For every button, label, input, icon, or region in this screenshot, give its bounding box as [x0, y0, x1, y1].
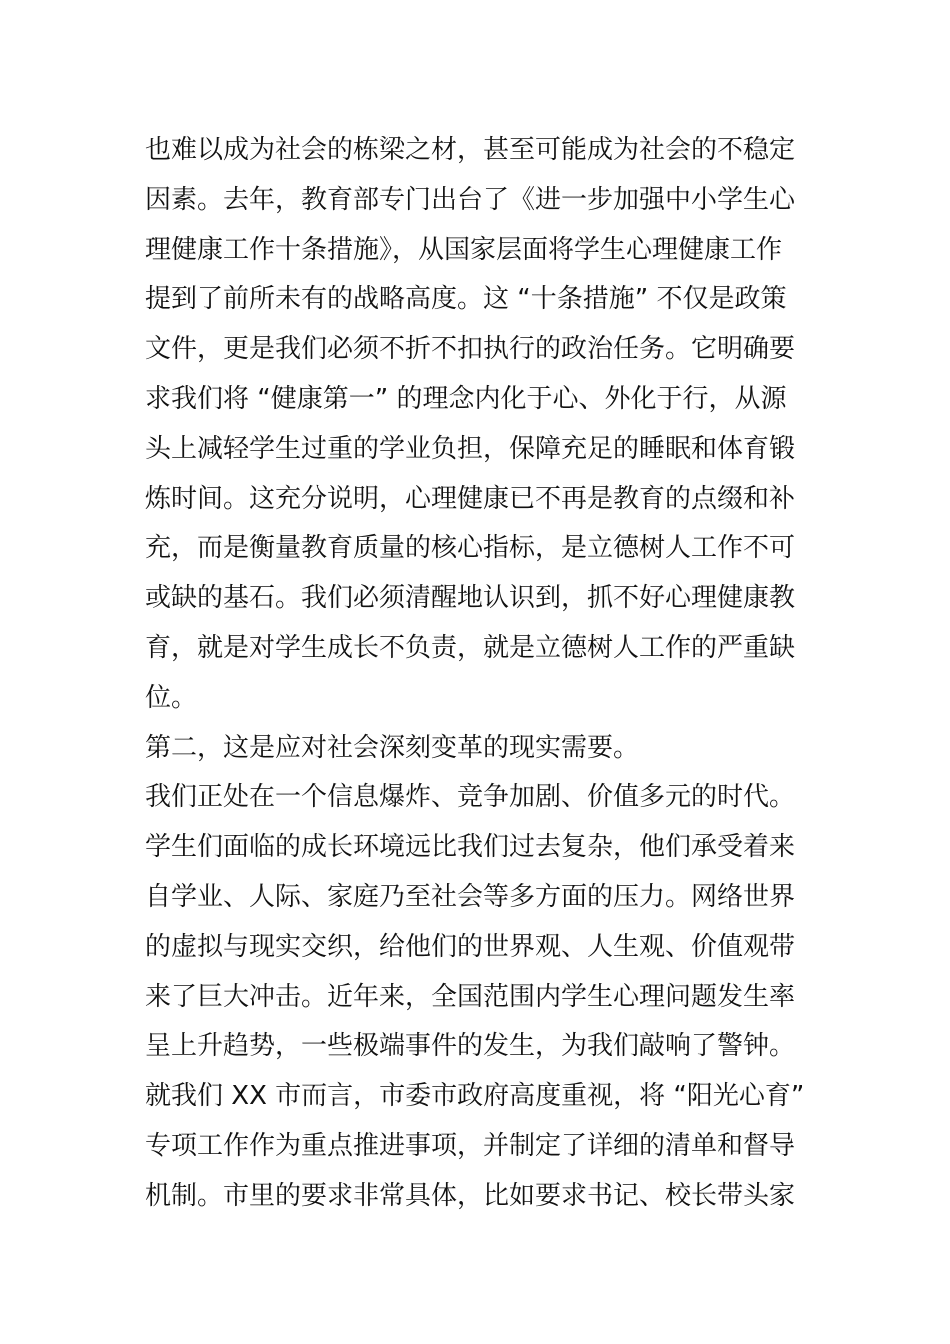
body-text [145, 126, 815, 1222]
text-line: 学生们面临的成长环境远比我们过去复杂，他们承受着来 [145, 832, 796, 863]
text-line: 炼时间。这充分说明，心理健康已不再是教育的点缀和补 [145, 483, 796, 514]
text-line: 求我们将 “健康第一” 的理念内化于心、外化于行，从源 [145, 383, 787, 414]
text-line: 头上减轻学生过重的学业负担，保障充足的睡眠和体育锻 [145, 433, 796, 464]
text-line: 我们正处在一个信息爆炸、竞争加剧、价值多元的时代。 [145, 782, 796, 813]
text-line: 就我们 XX 市而言，市委市政府高度重视，将 “阳光心育” [145, 1081, 805, 1112]
text-line: 的虚拟与现实交织，给他们的世界观、人生观、价值观带 [145, 931, 796, 962]
text-line: 文件，更是我们必须不折不扣执行的政治任务。它明确要 [145, 334, 796, 365]
section-heading: 第二，这是应对社会深刻变革的现实需要。 [145, 732, 640, 763]
text-line: 位。 [145, 682, 198, 713]
text-line: 或缺的基石。我们必须清醒地认识到，抓不好心理健康教 [145, 583, 796, 614]
text-line: 专项工作作为重点推进事项，并制定了详细的清单和督导 [145, 1130, 796, 1161]
text-line: 机制。市里的要求非常具体，比如要求书记、校长带头家 [145, 1180, 796, 1211]
text-line: 自学业、人际、家庭乃至社会等多方面的压力。网络世界 [145, 881, 796, 912]
text-line: 也难以成为社会的栋梁之材，甚至可能成为社会的不稳定 [145, 135, 796, 165]
text-line: 提到了前所未有的战略高度。这 “十条措施” 不仅是政策 [145, 284, 787, 315]
text-line: 育，就是对学生成长不负责，就是立德树人工作的严重缺 [145, 632, 796, 663]
text-line: 充，而是衡量教育质量的核心指标，是立德树人工作不可 [145, 533, 796, 564]
text-line: 因素。去年，教育部专门出台了《进一步加强中小学生心 [145, 184, 796, 215]
text-line: 理健康工作十条措施》，从国家层面将学生心理健康工作 [145, 234, 783, 265]
text-line: 来了巨大冲击。近年来，全国范围内学生心理问题发生率 [145, 981, 796, 1012]
text-line: 呈上升趋势，一些极端事件的发生，为我们敲响了警钟。 [145, 1031, 796, 1062]
